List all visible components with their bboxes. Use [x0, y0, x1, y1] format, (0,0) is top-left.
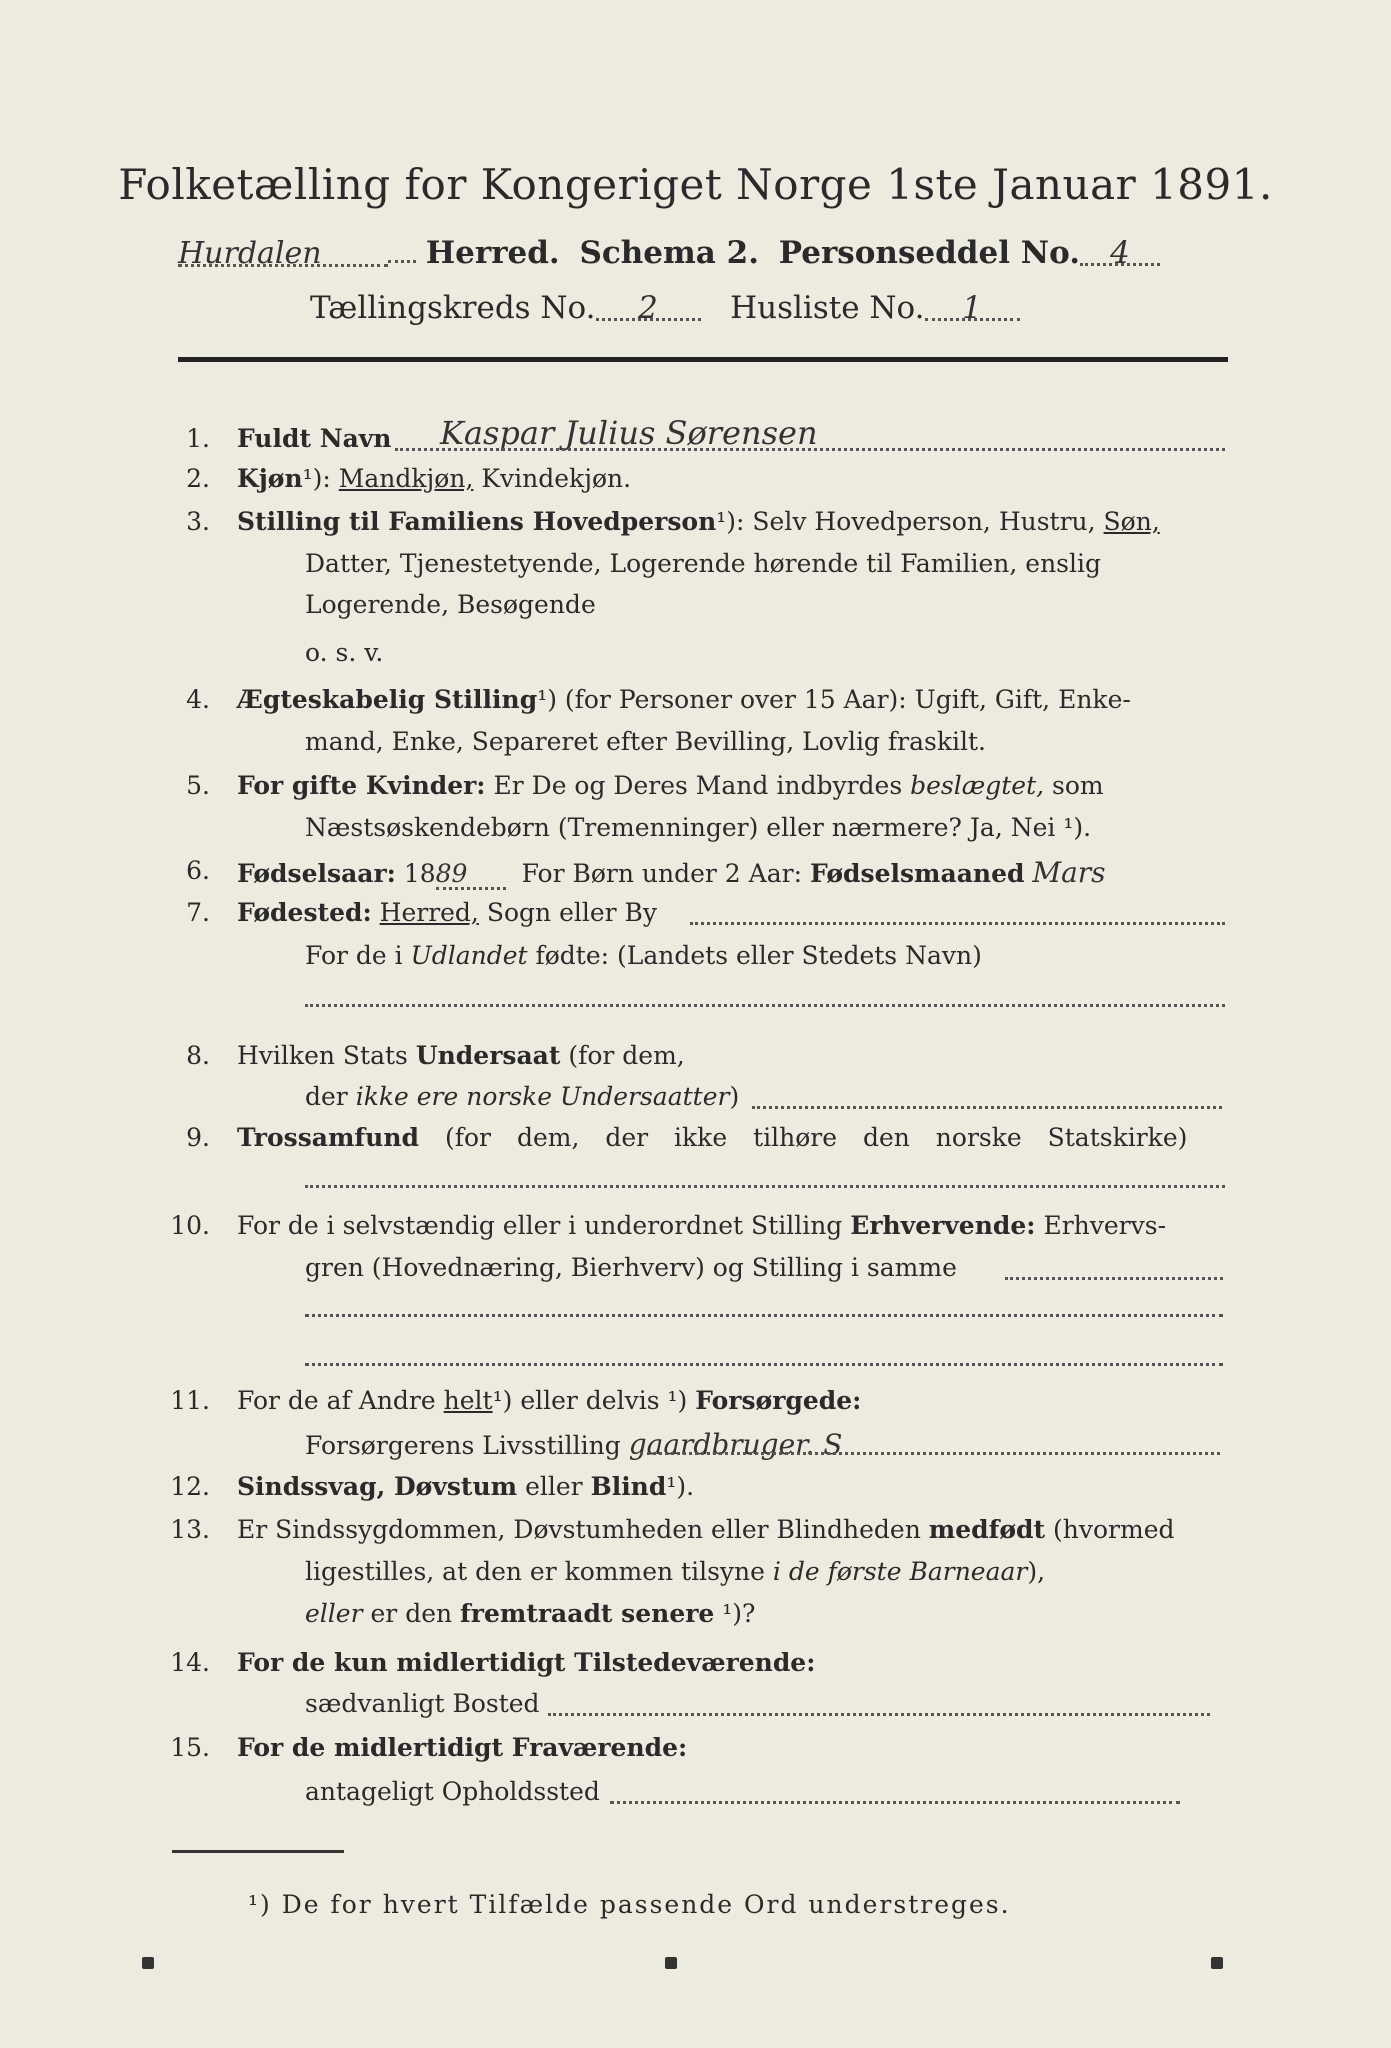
item-10-l1b: Erhvervende:	[850, 1211, 1036, 1240]
item-3-text-1: ¹): Selv Hovedperson, Hustru,	[716, 507, 1096, 536]
item-12-end: ¹).	[666, 1472, 695, 1501]
item-10-dotline-3	[305, 1363, 1223, 1366]
binding-mark-right	[1211, 1957, 1223, 1969]
item-2-opt-male: Mandkjøn,	[338, 464, 474, 493]
item-13-line-2	[305, 1557, 1045, 1586]
item-11-l1c: Forsørgede:	[695, 1386, 862, 1415]
husliste-number: 1	[925, 290, 1020, 321]
item-13-l3b: er den	[370, 1599, 453, 1628]
item-9-rest: (for dem, der ikke tilhøre den norske Statskirke)	[444, 1123, 1188, 1152]
item-1-label: Fuldt Navn	[237, 424, 392, 453]
item-5-text-b: beslægtet,	[910, 771, 1045, 800]
item-8-l1b: Undersaat	[415, 1041, 561, 1070]
item-13-number: 13.	[170, 1515, 210, 1544]
item-7-number: 7.	[186, 898, 210, 927]
item-13-l3c: fremtraadt senere	[460, 1599, 715, 1628]
item-13-line-3	[305, 1599, 755, 1628]
form-title: Folketælling for Kongeriget Norge 1ste Januar 1891.	[118, 160, 1273, 209]
kreds-number: 2	[596, 290, 701, 321]
item-10-line-2: gren (Hovednæring, Bierhverv) og Stilling i samme	[305, 1253, 957, 1282]
item-7-dotline-2	[305, 1004, 1225, 1007]
item-8-l1c: (for dem,	[568, 1041, 685, 1070]
herred-label: Herred.	[425, 235, 560, 271]
item-14-number: 14.	[170, 1648, 210, 1677]
herred-line	[178, 232, 1160, 271]
binding-mark-left	[142, 1957, 154, 1969]
item-13-l1b: medfødt	[928, 1515, 1046, 1544]
item-12-mid: eller	[525, 1472, 583, 1501]
item-5-line-2: Næstsøskendebørn (Tremenninger) eller nærmere? Ja, Nei ¹).	[305, 813, 1092, 842]
header-rule	[178, 357, 1228, 362]
item-8-l2c: )	[729, 1082, 740, 1111]
item-1-number: 1.	[186, 424, 210, 453]
item-15-dotline	[610, 1801, 1180, 1804]
item-8-line-2	[305, 1082, 739, 1111]
item-9-number: 9.	[186, 1123, 210, 1152]
item-6-label: Fødselsaar:	[237, 859, 396, 888]
item-6-mid: For Børn under 2 Aar:	[521, 859, 802, 888]
item-5-text-a: Er De og Deres Mand indbyrdes	[493, 771, 903, 800]
item-7-l2b: Udlandet	[410, 941, 528, 970]
footnote: ¹) De for hvert Tilfælde passende Ord understreges.	[248, 1890, 1011, 1919]
item-10-l1a: For de i selvstændig eller i underordnet Stilling	[237, 1211, 843, 1240]
item-5-line-1	[237, 771, 1104, 800]
item-13-l3a: eller	[305, 1599, 363, 1628]
personseddel-number: 4	[1080, 235, 1160, 266]
item-11-helt: helt	[443, 1386, 493, 1415]
item-7-dotline	[690, 922, 1225, 925]
item-7-line-1	[237, 898, 657, 927]
item-10-number: 10.	[170, 1211, 210, 1240]
item-12-label2: Blind	[590, 1472, 667, 1501]
item-4-number: 4.	[186, 685, 210, 714]
item-4-line-2: mand, Enke, Separeret efter Bevilling, Lovlig fraskilt.	[305, 727, 986, 756]
item-6-month-handwritten: Mars	[1032, 856, 1106, 889]
item-14-label: For de kun midlertidigt Tilstedeværende:	[237, 1648, 816, 1677]
item-1-name-handwritten: Kaspar Julius Sørensen	[440, 414, 818, 452]
item-12-line	[237, 1472, 694, 1501]
item-11-line-2	[305, 1428, 842, 1461]
item-5-number: 5.	[186, 771, 210, 800]
item-8-l2b: ikke ere norske Undersaatter	[355, 1082, 730, 1111]
item-1-dotline	[395, 448, 1225, 451]
husliste-label: Husliste No.	[730, 290, 925, 326]
footnote-rule	[172, 1850, 344, 1853]
item-2-sup: ¹):	[302, 464, 331, 493]
item-2-opt-female: Kvindekjøn.	[481, 464, 632, 493]
item-4-text-1: ¹) (for Personer over 15 Aar): Ugift, Gift, Enke-	[537, 685, 1131, 714]
item-3-line-4: o. s. v.	[305, 638, 384, 667]
item-5-text-c: som	[1052, 771, 1104, 800]
binding-mark-center	[665, 1957, 677, 1969]
item-2-label: Kjøn	[237, 464, 303, 493]
item-14-line-2: sædvanligt Bosted	[305, 1689, 540, 1718]
item-10-line-1	[237, 1211, 1166, 1240]
schema-label: Schema 2.	[579, 235, 760, 271]
item-6-year-handwritten: 89	[436, 859, 506, 890]
item-5-label: For gifte Kvinder:	[237, 771, 486, 800]
item-3-number: 3.	[186, 507, 210, 536]
item-3-line-1	[237, 507, 1160, 536]
kreds-line	[310, 290, 1020, 326]
item-9-line	[237, 1123, 1187, 1152]
item-13-line-1	[237, 1515, 1175, 1544]
item-12-label: Sindssvag, Døvstum	[237, 1472, 518, 1501]
item-13-l2c: ),	[1027, 1557, 1046, 1586]
item-6-line	[237, 856, 1106, 890]
item-13-l3d: ¹)?	[722, 1599, 756, 1628]
item-13-l1c: (hvormed	[1053, 1515, 1175, 1544]
item-8-l1a: Hvilken Stats	[237, 1041, 408, 1070]
item-14-dotline	[548, 1713, 1210, 1716]
item-6-number: 6.	[186, 856, 210, 885]
item-11-dotline	[640, 1452, 1220, 1455]
item-7-line-2	[305, 941, 982, 970]
item-7-herred: Herred,	[379, 898, 479, 927]
item-3-line-2: Datter, Tjenestetyende, Logerende hørende til Familien, enslig	[305, 549, 1102, 578]
item-3-son: Søn,	[1103, 507, 1160, 536]
item-10-dotline-1	[1005, 1277, 1223, 1280]
item-3-line-3: Logerende, Besøgende	[305, 590, 596, 619]
item-11-l1a: For de af Andre	[237, 1386, 436, 1415]
kreds-label: Tællingskreds No.	[310, 290, 596, 326]
item-12-number: 12.	[170, 1472, 210, 1501]
item-15-number: 15.	[170, 1733, 210, 1762]
item-2-number: 2.	[186, 464, 210, 493]
item-15-line-2: antageligt Opholdssted	[305, 1777, 600, 1806]
item-4-label: Ægteskabelig Stilling	[237, 685, 538, 714]
item-11-l2: Forsørgerens Livsstilling	[305, 1431, 621, 1460]
item-7-rest: Sogn eller By	[486, 898, 658, 927]
item-13-l1a: Er Sindssygdommen, Døvstumheden eller Blindheden	[237, 1515, 921, 1544]
personseddel-label: Personseddel No.	[778, 235, 1081, 271]
herred-handwritten: Hurdalen	[178, 236, 388, 267]
item-8-l2a: der	[305, 1082, 348, 1111]
item-13-l2a: ligestilles, at den er kommen tilsyne	[305, 1557, 765, 1586]
item-11-number: 11.	[170, 1386, 210, 1415]
item-11-occupation-handwritten: gaardbruger. S	[628, 1428, 843, 1461]
item-7-label: Fødested:	[237, 898, 372, 927]
item-10-dotline-2	[305, 1314, 1223, 1317]
item-7-l2a: For de i	[305, 941, 403, 970]
item-10-l1c: Erhvervs-	[1043, 1211, 1167, 1240]
item-9-label: Trossamfund	[237, 1123, 420, 1152]
item-4-line-1	[237, 685, 1131, 714]
item-6-year-prefix: 18	[403, 859, 436, 888]
item-3-label: Stilling til Familiens Hovedperson	[237, 507, 717, 536]
item-7-l2c: fødte: (Landets eller Stedets Navn)	[535, 941, 982, 970]
item-6-month-label: Fødselsmaaned	[809, 859, 1025, 888]
herred-dots	[388, 232, 416, 263]
item-11-line-1	[237, 1386, 861, 1415]
item-8-dotline	[752, 1106, 1222, 1109]
item-2-text	[237, 464, 631, 493]
item-11-l1b: ¹) eller delvis ¹)	[492, 1386, 688, 1415]
item-8-line-1	[237, 1041, 685, 1070]
item-9-dotline	[305, 1185, 1225, 1188]
item-15-label: For de midlertidigt Fraværende:	[237, 1733, 688, 1762]
item-8-number: 8.	[186, 1041, 210, 1070]
item-13-l2b: i de første Barneaar	[772, 1557, 1028, 1586]
